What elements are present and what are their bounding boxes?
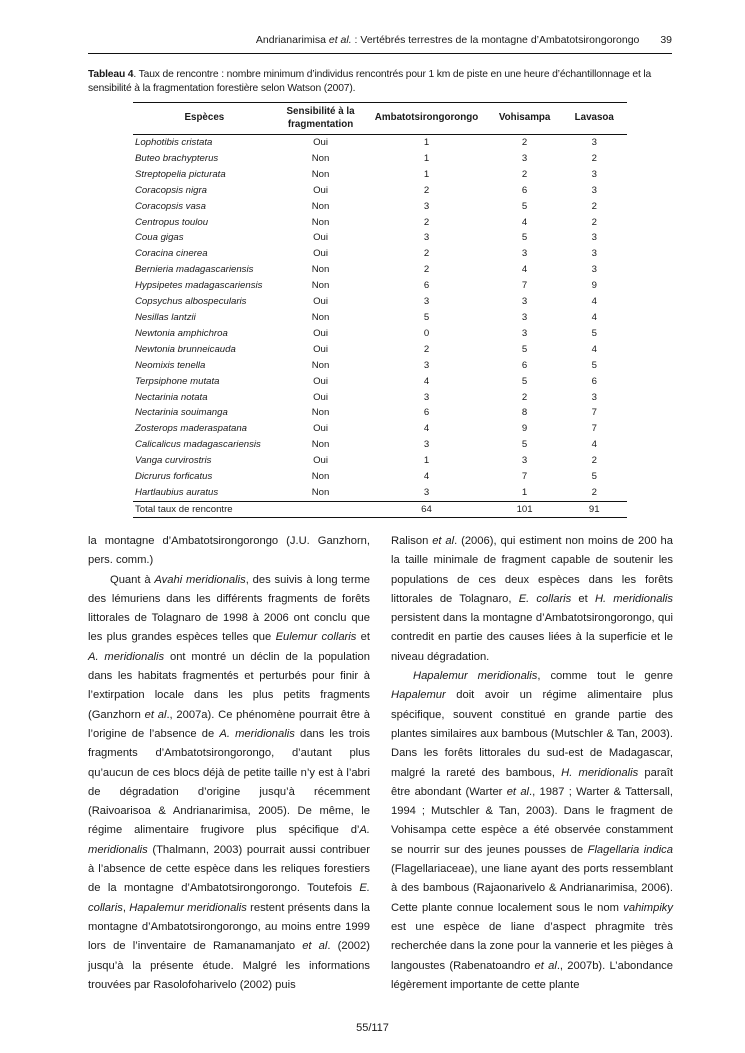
caption-label: Tableau 4 <box>88 69 134 80</box>
cell-especes: Lophotibis cristata <box>135 137 213 148</box>
italic-term: Flagellaria indica <box>587 843 673 856</box>
cell-sensibilite: Oui <box>313 327 328 339</box>
cell-ambatotsirongorongo: 3 <box>423 232 430 244</box>
text-run: , comme tout le genre <box>537 670 673 683</box>
cell-ambatotsirongorongo: 4 <box>423 471 430 483</box>
table-row <box>133 310 627 326</box>
cell-vohisampa: 2 <box>521 168 528 180</box>
cell-vohisampa: 3 <box>521 455 528 467</box>
cell-sensibilite: Oui <box>313 391 328 403</box>
cell-ambatotsirongorongo: 0 <box>423 327 430 339</box>
cell-especes: Coracina cinerea <box>135 248 208 260</box>
cell-vohisampa: 5 <box>521 375 528 387</box>
italic-term: Hapalemur meridionalis <box>413 670 538 683</box>
cell-lavasoa: 6 <box>591 375 597 387</box>
cell-sensibilite: Non <box>311 152 330 164</box>
cell-ambatotsirongorongo: 3 <box>423 486 430 498</box>
text-run: , des suivis à long terme des lémuriens dans les différents fragments de forêts littorales de Tolagnaro de 1998 à 2006 ont conclu que les plus grandes espèces telles que <box>88 573 370 644</box>
cell-sensibilite: Non <box>311 311 330 323</box>
table-row <box>133 135 627 151</box>
cell-vohisampa: 2 <box>521 391 528 403</box>
cell-especes: Nectarinia notata <box>135 391 208 403</box>
cell-vohisampa: 3 <box>521 296 528 308</box>
cell-lavasoa: 7 <box>591 423 597 435</box>
italic-term: Hapalemur meridionalis <box>129 901 247 914</box>
cell-especes: Neomixis tenella <box>135 359 206 371</box>
table-row <box>133 294 627 310</box>
text-run: Ralison <box>391 535 433 547</box>
cell-lavasoa: 2 <box>591 200 597 212</box>
cell-vohisampa: 1 <box>521 486 528 498</box>
table-row <box>133 246 627 262</box>
cell-sensibilite: Oui <box>313 423 328 435</box>
table-row <box>133 469 627 485</box>
table-row <box>133 183 627 199</box>
paragraph <box>88 571 370 996</box>
italic-term: A. meridionalis <box>88 650 165 663</box>
cell-especes: Nesillas lantzii <box>135 311 196 323</box>
col-header-sensibilite: Sensibilité à la fragmentation <box>276 103 366 135</box>
cell-especes: Coracopsis vasa <box>135 200 206 212</box>
table-row <box>133 215 627 231</box>
text-run: Quant à <box>110 573 155 586</box>
table-row <box>133 405 627 421</box>
text-run: et <box>571 592 595 605</box>
cell-lavasoa: 5 <box>591 327 597 339</box>
page-folio: 55/117 <box>356 1022 389 1034</box>
table-body <box>133 135 627 502</box>
cell-lavasoa: 2 <box>591 152 597 164</box>
italic-term: A. meridionalis <box>88 824 370 856</box>
total-label: Total taux de rencontre <box>133 501 276 517</box>
text-run: restent présents dans la montagne d’Ambatotsirongorongo, au moins entre 1999 lors de l’inventaire de Ramanamanjato <box>88 901 370 953</box>
table-row <box>133 167 627 183</box>
cell-lavasoa: 4 <box>591 296 597 308</box>
cell-ambatotsirongorongo: 1 <box>423 137 430 148</box>
cell-ambatotsirongorongo: 3 <box>423 200 430 212</box>
header-title: : Vertébrés terrestres de la montagne d’Ambatotsirongorongo <box>351 34 640 46</box>
cell-ambatotsirongorongo: 4 <box>423 423 430 435</box>
cell-lavasoa: 5 <box>591 359 597 371</box>
text-run: ont montré un déclin de la population dans les habitats fragmentés et perturbés pour finir à l’extirpation locale dans les plus petits fragments (Ganzhorn <box>88 650 370 721</box>
cell-ambatotsirongorongo: 2 <box>423 248 430 260</box>
cell-sensibilite: Oui <box>313 455 328 467</box>
cell-ambatotsirongorongo: 3 <box>423 296 430 308</box>
total-lavasoa: 91 <box>562 501 627 517</box>
cell-lavasoa: 4 <box>591 439 597 451</box>
text-run: (Flagellariaceae), une liane ayant des ports ressemblant à des bambous (Rajaonarivelo & Andrianarimisa, 2006). Cette plante connue localement sous le nom <box>391 863 673 914</box>
text-run: doit avoir un régime alimentaire plus spécifique, souvent constitué en grande partie des plantes similaires aux bambous (Mutschler & Tan, 2003). Dans les forêts littorales du sud-est de Madagascar, malgré la rareté des bambous, <box>391 689 673 779</box>
text-run: ., 1987 ; Warter & Tattersall, 1994 ; Mutschler & Tan, 2003). Dans le fragment de Vohisampa cette espèce a été observée constamment se nourrir sur des jeunes pousses de <box>391 785 674 856</box>
table-row <box>133 421 627 437</box>
cell-sensibilite: Oui <box>313 232 328 244</box>
paragraph <box>88 532 370 571</box>
paragraph <box>391 532 673 667</box>
cell-lavasoa: 2 <box>591 486 597 498</box>
cell-especes: Copsychus albospecularis <box>135 296 247 308</box>
text-run: ., 2007b). L’abondance légèrement importante de cette plante <box>391 959 673 991</box>
italic-term: Eulemur collaris <box>275 631 357 644</box>
cell-vohisampa: 5 <box>521 200 528 212</box>
cell-especes: Hartlaubius auratus <box>135 486 219 498</box>
cell-vohisampa: 6 <box>521 184 528 196</box>
cell-vohisampa: 5 <box>521 439 528 451</box>
table-row <box>133 199 627 215</box>
table-total-row <box>133 501 627 517</box>
cell-sensibilite: Non <box>311 359 330 371</box>
cell-ambatotsirongorongo: 6 <box>423 280 430 292</box>
col-header-especes: Espèces <box>133 103 276 135</box>
italic-term: Hapalemur <box>391 689 446 702</box>
cell-ambatotsirongorongo: 2 <box>423 264 430 276</box>
cell-ambatotsirongorongo: 1 <box>423 168 430 180</box>
cell-sensibilite: Non <box>311 439 330 451</box>
cell-vohisampa: 7 <box>521 280 528 292</box>
cell-sensibilite: Non <box>311 216 330 228</box>
cell-vohisampa: 5 <box>521 343 528 355</box>
caption-text: . Taux de rencontre : nombre minimum d’individus rencontrés pour 1 km de piste en une heure d’échantillonnage et la sensibilité à la fragmentation forestière selon Watson (2007). <box>88 69 652 94</box>
cell-sensibilite: Non <box>311 407 330 419</box>
cell-especes: Zosterops maderaspatana <box>135 423 247 435</box>
cell-vohisampa: 3 <box>521 248 528 260</box>
text-run: . (2002) jusqu’à la présente étude. Malgré les informations trouvées par Rasolofoharivelo (2002) puis <box>88 940 370 991</box>
text-run: persistent dans la montagne d’Ambatotsirongorongo, qui contredit en partie des causes liées à la superficie et le niveau dégradation. <box>391 612 673 663</box>
cell-sensibilite: Oui <box>313 343 328 355</box>
table-row <box>133 342 627 358</box>
cell-ambatotsirongorongo: 3 <box>423 439 430 451</box>
cell-sensibilite: Non <box>311 486 330 498</box>
italic-term: Avahi meridionalis <box>154 573 246 586</box>
text-run: , <box>122 901 130 914</box>
table-row <box>133 326 627 342</box>
cell-sensibilite: Non <box>311 264 330 276</box>
cell-vohisampa: 3 <box>521 327 528 339</box>
cell-lavasoa: 3 <box>591 168 597 180</box>
cell-sensibilite: Oui <box>313 137 328 148</box>
cell-ambatotsirongorongo: 2 <box>423 343 430 355</box>
cell-sensibilite: Non <box>311 471 330 483</box>
cell-especes: Dicrurus forficatus <box>135 471 213 483</box>
cell-vohisampa: 8 <box>521 407 528 419</box>
total-sensibilite <box>276 501 366 517</box>
cell-especes: Centropus toulou <box>135 216 209 228</box>
cell-sensibilite: Oui <box>313 248 328 260</box>
italic-term: et al <box>302 940 328 953</box>
cell-ambatotsirongorongo: 1 <box>423 455 430 467</box>
italic-term: vahimpiky <box>623 901 673 914</box>
table-row <box>133 437 627 453</box>
table-row <box>133 374 627 390</box>
text-run: (Thalmann, 2003) pourrait aussi contribuer à l’absence de cette espèce dans les reliques forestiers de la montagne d’Ambatotsirongorongo. Toutefois <box>88 843 370 895</box>
cell-vohisampa: 7 <box>521 471 528 483</box>
cell-sensibilite: Oui <box>313 184 328 196</box>
cell-ambatotsirongorongo: 3 <box>423 359 430 371</box>
table-row <box>133 390 627 406</box>
cell-sensibilite: Oui <box>313 375 328 387</box>
italic-term: H. meridionalis <box>594 592 673 605</box>
cell-especes: Calicalicus madagascariensis <box>135 439 261 451</box>
cell-vohisampa: 4 <box>521 264 528 276</box>
italic-term: E. collaris <box>518 592 572 605</box>
cell-lavasoa: 4 <box>591 311 597 323</box>
cell-sensibilite: Non <box>311 280 330 292</box>
cell-especes: Hypsipetes madagascariensis <box>135 280 263 292</box>
cell-vohisampa: 3 <box>521 311 528 323</box>
cell-lavasoa: 3 <box>591 184 597 196</box>
table-row <box>133 278 627 294</box>
italic-term: et al <box>144 708 167 721</box>
table-row <box>133 358 627 374</box>
cell-especes: Coua gigas <box>135 232 184 244</box>
cell-especes: Streptopelia picturata <box>135 168 226 180</box>
table-row <box>133 453 627 469</box>
cell-vohisampa: 6 <box>521 359 528 371</box>
body-column-left <box>88 532 370 995</box>
header-page-number: 39 <box>660 34 672 46</box>
cell-lavasoa: 3 <box>591 264 597 276</box>
table-row <box>133 230 627 246</box>
text-run: dans les trois fragments d’Ambatotsirongorongo, d’autant plus qu’aucun de ces blocs déjà de petite taille n’y est à l’abri de dégradation d’origine jusqu’à récemment (Raivoarisoa & Andrianarimisa, 2005). De même, le régime alimentaire frugivore plus spécifique d’ <box>88 727 370 837</box>
text-run: paraît être abondant (Warter <box>391 766 673 798</box>
italic-term: et al <box>506 785 530 798</box>
encounter-rate-table <box>133 102 627 518</box>
cell-ambatotsirongorongo: 4 <box>423 375 430 387</box>
cell-sensibilite: Non <box>311 168 330 180</box>
body-column-right <box>391 532 673 995</box>
cell-ambatotsirongorongo: 1 <box>423 152 430 164</box>
cell-lavasoa: 2 <box>591 455 597 467</box>
italic-term: E. collaris <box>88 882 370 914</box>
cell-sensibilite: Non <box>311 200 330 212</box>
text-run: la montagne d’Ambatotsirongorongo (J.U. Ganzhorn, pers. comm.) <box>88 535 370 567</box>
header-et-al: et al. <box>328 34 352 46</box>
cell-lavasoa: 3 <box>591 137 597 148</box>
col-header-vohisampa: Vohisampa <box>488 103 562 135</box>
text-run: et <box>356 631 370 644</box>
text-run: . (2006), qui estiment non moins de 200 ha la taille minimale de fragment capable de soutenir les populations de ces deux espèces dans les forêts littorales de Tolagnaro, <box>391 535 673 605</box>
table-row <box>133 485 627 501</box>
total-ambatotsirongorongo: 64 <box>365 501 487 517</box>
cell-especes: Newtonia amphichroa <box>135 327 228 339</box>
cell-lavasoa: 5 <box>591 471 597 483</box>
cell-lavasoa: 3 <box>591 391 597 403</box>
cell-ambatotsirongorongo: 5 <box>423 311 430 323</box>
table-header-row <box>133 103 627 135</box>
col-header-lavasoa: Lavasoa <box>562 103 627 135</box>
italic-term: et al <box>534 959 557 972</box>
italic-term: et al <box>432 535 455 547</box>
cell-especes: Nectarinia souimanga <box>135 407 228 419</box>
cell-vohisampa: 4 <box>521 216 528 228</box>
text-run: est une espèce de liane d’aspect phragmite très recherchée dans la zone pour la vannerie et les pièges à langoustes (Rabenatoandro <box>391 920 673 972</box>
cell-ambatotsirongorongo: 2 <box>423 216 430 228</box>
header-authors: Andrianarimisa <box>255 34 326 46</box>
cell-vohisampa: 3 <box>521 152 528 164</box>
cell-especes: Terpsiphone mutata <box>135 375 220 387</box>
total-vohisampa: 101 <box>488 501 562 517</box>
cell-vohisampa: 2 <box>521 137 528 148</box>
table-row <box>133 262 627 278</box>
cell-ambatotsirongorongo: 3 <box>423 391 430 403</box>
cell-lavasoa: 9 <box>591 280 597 292</box>
cell-especes: Buteo brachypterus <box>135 152 219 164</box>
cell-especes: Coracopsis nigra <box>135 184 207 196</box>
cell-especes: Newtonia brunneicauda <box>135 343 236 355</box>
cell-especes: Vanga curvirostris <box>135 455 212 467</box>
cell-lavasoa: 4 <box>591 343 597 355</box>
table-row <box>133 151 627 167</box>
running-header <box>88 34 672 54</box>
cell-vohisampa: 9 <box>521 423 528 435</box>
table-caption <box>88 68 673 96</box>
cell-lavasoa: 3 <box>591 248 597 260</box>
italic-term: A. meridionalis <box>219 727 295 740</box>
cell-ambatotsirongorongo: 6 <box>423 407 430 419</box>
col-header-ambatotsirongorongo: Ambatotsirongorongo <box>365 103 487 135</box>
cell-lavasoa: 7 <box>591 407 597 419</box>
text-run: ., 2007a). Ce phénomène pourrait être à l’origine de l’absence de <box>88 708 371 740</box>
cell-vohisampa: 5 <box>521 232 528 244</box>
paragraph <box>391 667 673 995</box>
cell-lavasoa: 2 <box>591 216 597 228</box>
cell-sensibilite: Oui <box>313 296 328 308</box>
cell-lavasoa: 3 <box>591 232 597 244</box>
italic-term: H. meridionalis <box>561 766 639 779</box>
cell-especes: Bernieria madagascariensis <box>135 264 254 276</box>
cell-ambatotsirongorongo: 2 <box>423 184 430 196</box>
